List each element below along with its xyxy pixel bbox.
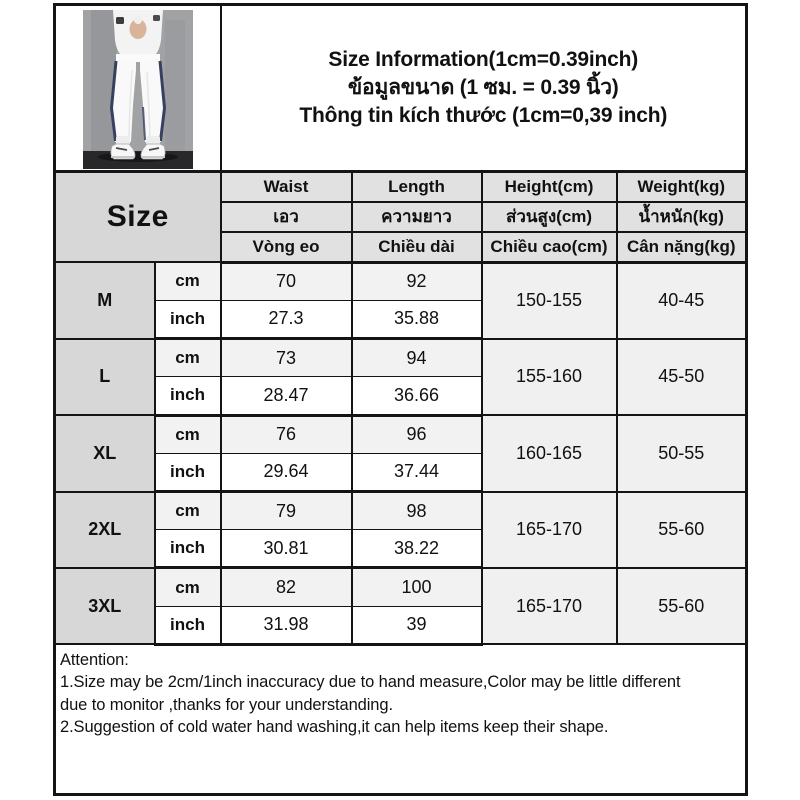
product-photo [83, 10, 193, 169]
length-inch-value: 35.88 [352, 300, 482, 338]
col-header-height-en: Height(cm) [482, 172, 617, 202]
unit-cm-label: cm [155, 262, 221, 300]
attention-note-line: due to monitor ,thanks for your understanding. [60, 695, 393, 714]
col-header-weight-vi: Cân nặng(kg) [617, 232, 747, 262]
height-range-value: 155-160 [482, 339, 617, 415]
unit-cm-label: cm [155, 415, 221, 453]
col-header-waist-th: เอว [221, 202, 352, 232]
weight-range-value: 55-60 [617, 568, 747, 644]
unit-cm-label: cm [155, 568, 221, 606]
col-header-length-vi: Chiều dài [352, 232, 482, 262]
unit-inch-label: inch [155, 606, 221, 644]
col-header-weight-th: น้ำหนัก(kg) [617, 202, 747, 232]
waist-cm-value: 76 [221, 415, 352, 453]
waist-inch-value: 30.81 [221, 530, 352, 568]
length-inch-value: 38.22 [352, 530, 482, 568]
length-cm-value: 92 [352, 262, 482, 300]
title-th: ข้อมูลขนาด (1 ซม. = 0.39 นิ้ว) [347, 76, 619, 100]
waist-inch-value: 31.98 [221, 606, 352, 644]
title-en: Size Information(1cm=0.39inch) [328, 48, 639, 72]
waist-inch-value: 28.47 [221, 377, 352, 415]
title-cell [221, 5, 747, 172]
length-cm-value: 96 [352, 415, 482, 453]
height-range-value: 160-165 [482, 415, 617, 491]
size-name-cell: L [55, 339, 155, 415]
length-cm-value: 98 [352, 492, 482, 530]
size-name-cell: M [55, 262, 155, 338]
weight-range-value: 40-45 [617, 262, 747, 338]
weight-range-value: 50-55 [617, 415, 747, 491]
size-name-cell: XL [55, 415, 155, 491]
col-header-waist-en: Waist [221, 172, 352, 202]
attention-note-line: 1.Size may be 2cm/1inch inaccuracy due to hand measure,Color may be little different [60, 673, 681, 692]
unit-inch-label: inch [155, 530, 221, 568]
table-row [55, 415, 747, 453]
unit-inch-label: inch [155, 377, 221, 415]
attention-note-line: 2.Suggestion of cold water hand washing,it can help items keep their shape. [60, 718, 609, 737]
length-cm-value: 94 [352, 339, 482, 377]
table-row [55, 339, 747, 377]
height-range-value: 150-155 [482, 262, 617, 338]
waist-inch-value: 29.64 [221, 453, 352, 491]
length-cm-value: 100 [352, 568, 482, 606]
table-row [55, 492, 747, 530]
length-inch-value: 36.66 [352, 377, 482, 415]
col-header-length-en: Length [352, 172, 482, 202]
weight-range-value: 45-50 [617, 339, 747, 415]
table-row [55, 262, 747, 300]
unit-cm-label: cm [155, 492, 221, 530]
col-header-weight-en: Weight(kg) [617, 172, 747, 202]
waist-cm-value: 82 [221, 568, 352, 606]
col-header-waist-vi: Vòng eo [221, 232, 352, 262]
unit-inch-label: inch [155, 453, 221, 491]
waist-cm-value: 70 [221, 262, 352, 300]
title-vi: Thông tin kích thước (1cm=0,39 inch) [299, 104, 668, 128]
size-name-cell: 2XL [55, 492, 155, 568]
col-header-height-vi: Chiều cao(cm) [482, 232, 617, 262]
attention-notes [55, 644, 747, 794]
unit-inch-label: inch [155, 300, 221, 338]
size-corner-label: Size [55, 172, 221, 263]
table-row [55, 568, 747, 606]
col-header-height-th: ส่วนสูง(cm) [482, 202, 617, 232]
unit-cm-label: cm [155, 339, 221, 377]
attention-title: Attention: [60, 650, 129, 669]
length-inch-value: 37.44 [352, 453, 482, 491]
size-chart-table [53, 3, 748, 796]
product-photo-cell [55, 5, 221, 172]
waist-cm-value: 73 [221, 339, 352, 377]
height-range-value: 165-170 [482, 568, 617, 644]
length-inch-value: 39 [352, 606, 482, 644]
waist-cm-value: 79 [221, 492, 352, 530]
col-header-length-th: ความยาว [352, 202, 482, 232]
height-range-value: 165-170 [482, 492, 617, 568]
size-name-cell: 3XL [55, 568, 155, 644]
waist-inch-value: 27.3 [221, 300, 352, 338]
weight-range-value: 55-60 [617, 492, 747, 568]
